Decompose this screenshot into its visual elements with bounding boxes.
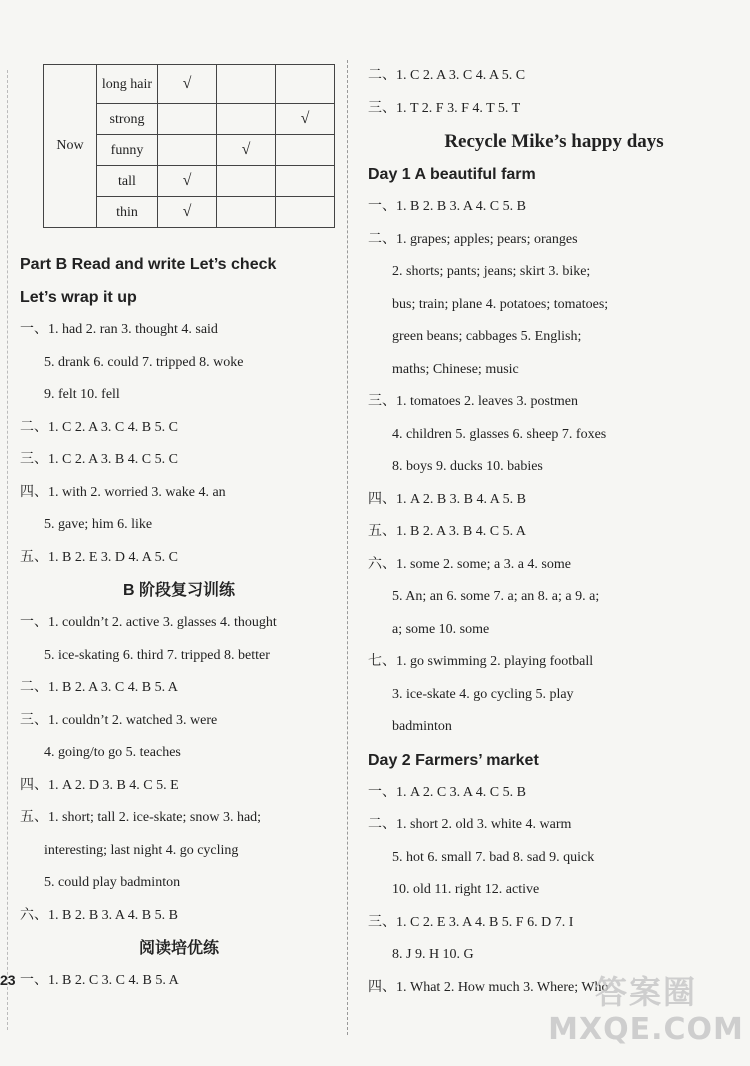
answer-list (368, 60, 740, 125)
check-cell (276, 65, 335, 104)
question-number: 六、 (20, 907, 48, 923)
answer-text: 1. A 2. C 3. A 4. C 5. B (396, 784, 526, 800)
answer-text: 1. short 2. old 3. white 4. warm (396, 817, 572, 832)
answer-text: 5. hot 6. small 7. bad 8. sad 9. quick (392, 849, 595, 865)
answer-text: 5. could play badminton (44, 875, 181, 890)
question-number: 一、 (20, 973, 48, 988)
question-number: 五、 (20, 549, 48, 565)
section-heading: Part B Read and write Let’s check (20, 256, 277, 273)
answer-line (368, 581, 740, 614)
answer-text: 4. children 5. glasses 6. sheep 7. foxes (392, 426, 607, 442)
answer-line (368, 224, 740, 257)
row-label-now: Now (44, 65, 97, 228)
question-number: 四、 (368, 979, 396, 995)
check-cell (217, 166, 276, 197)
question-number: 一、 (368, 784, 396, 800)
answer-text: 5. gave; him 6. like (44, 517, 153, 532)
answer-line (20, 379, 338, 412)
answer-line (368, 321, 740, 354)
answer-list (20, 607, 338, 932)
site-watermark (548, 972, 744, 1052)
answer-line (20, 542, 338, 575)
answer-line (368, 679, 740, 712)
question-number: 六、 (368, 556, 396, 572)
check-cell (158, 104, 217, 135)
answer-line (368, 614, 740, 647)
answer-line (20, 900, 338, 933)
adjective-cell: long hair (97, 65, 158, 104)
answer-line (368, 354, 740, 387)
answer-text: 1. T 2. F 3. F 4. T 5. T (396, 100, 521, 116)
answer-text: badminton (392, 719, 452, 734)
answer-line (368, 256, 740, 289)
answer-line (20, 965, 338, 998)
answer-line (20, 509, 338, 542)
answer-text: green beans; cabbages 5. English; (392, 329, 582, 344)
answer-list (20, 314, 338, 574)
adjective-cell: strong (97, 104, 158, 135)
question-number: 四、 (368, 491, 396, 507)
answer-text: 8. boys 9. ducks 10. babies (392, 459, 543, 474)
question-number: 一、 (20, 322, 48, 337)
checkmark: √ (182, 172, 192, 189)
question-number: 三、 (20, 712, 48, 728)
question-number: 三、 (368, 394, 396, 409)
answer-text: bus; train; plane 4. potatoes; tomatoes; (392, 296, 609, 312)
day2-heading: Day 2 Farmers’ market (368, 751, 539, 769)
checkmark: √ (182, 75, 192, 92)
answer-line (20, 412, 338, 445)
answer-line (368, 191, 740, 224)
answer-line (20, 737, 338, 770)
question-number: 七、 (368, 654, 396, 669)
answer-line (368, 451, 740, 484)
answer-text: 1. B 2. A 3. B 4. C 5. A (396, 524, 526, 539)
answer-text: 5. drank 6. could 7. tripped 8. woke (44, 354, 244, 370)
answer-line (20, 705, 338, 738)
day1-heading: Day 1 A beautiful farm (368, 166, 536, 183)
answer-text: 2. shorts; pants; jeans; skirt 3. bike; (392, 264, 591, 279)
check-cell (158, 197, 217, 228)
adjective-cell: funny (97, 135, 158, 166)
answer-line (368, 711, 740, 744)
answer-text: 1. B 2. B 3. A 4. C 5. B (396, 199, 526, 214)
answer-line (368, 60, 740, 93)
answer-text: maths; Chinese; music (392, 361, 519, 377)
question-number: 二、 (20, 680, 48, 695)
check-cell (158, 166, 217, 197)
checkmark: √ (241, 141, 251, 158)
question-number: 二、 (368, 231, 396, 247)
question-number: 五、 (368, 524, 396, 539)
answer-text: 10. old 11. right 12. active (392, 882, 540, 897)
answer-text: 1. go swimming 2. playing football (396, 654, 594, 669)
answer-line (20, 477, 338, 510)
answer-list (368, 191, 740, 744)
section-heading-review: B 阶段复习训练 (122, 582, 235, 599)
question-number: 二、 (20, 419, 48, 435)
check-cell (217, 197, 276, 228)
checkmark: √ (182, 203, 192, 220)
answer-text: interesting; last night 4. go cycling (44, 842, 239, 858)
answer-text: 1. couldn’t 2. watched 3. were (48, 712, 218, 728)
section-heading-reading: 阅读培优练 (138, 940, 219, 957)
answer-text: 1. C 2. E 3. A 4. B 5. F 6. D 7. I (396, 914, 574, 930)
answer-line (368, 646, 740, 679)
question-number: 一、 (368, 199, 396, 214)
question-number: 四、 (20, 777, 48, 793)
column-divider (347, 60, 348, 1035)
page-number: 23 (0, 972, 16, 988)
left-margin-line (7, 70, 8, 1030)
answer-text: 1. couldn’t 2. active 3. glasses 4. thought (48, 615, 277, 630)
watermark-logo-text: 答案圈 (594, 973, 697, 1011)
answer-line (20, 640, 338, 673)
answer-line (20, 835, 338, 868)
section-subheading: Let’s wrap it up (20, 289, 137, 306)
answer-line (20, 802, 338, 835)
right-column (368, 60, 740, 1004)
answer-text: 1. grapes; apples; pears; oranges (396, 231, 578, 247)
table-row (44, 65, 335, 104)
check-cell (217, 135, 276, 166)
check-cell (276, 197, 335, 228)
left-column (20, 248, 338, 998)
check-cell (217, 104, 276, 135)
answer-text: 1. with 2. worried 3. wake 4. an (48, 484, 226, 500)
check-cell (276, 135, 335, 166)
question-number: 三、 (368, 914, 396, 930)
now-status-table (43, 64, 335, 228)
check-cell (276, 104, 335, 135)
answer-line (20, 314, 338, 347)
answer-text: 5. ice-skating 6. third 7. tripped 8. better (44, 647, 270, 663)
question-number: 四、 (20, 484, 48, 500)
checkmark: √ (300, 110, 310, 127)
answer-text: 1. A 2. D 3. B 4. C 5. E (48, 777, 179, 793)
answer-line (368, 289, 740, 322)
question-number: 二、 (368, 817, 396, 832)
answer-line (20, 867, 338, 900)
answer-line (20, 347, 338, 380)
answer-text: 1. B 2. C 3. C 4. B 5. A (48, 973, 179, 988)
answer-line (368, 939, 740, 972)
answer-text: a; some 10. some (392, 621, 490, 637)
watermark-url: MXQE.COM (548, 1012, 744, 1047)
answer-text: 1. short; tall 2. ice-skate; snow 3. had; (48, 810, 262, 825)
adjective-cell: tall (97, 166, 158, 197)
check-cell (276, 166, 335, 197)
answer-text: 1. What 2. How much 3. Where; Who (396, 979, 609, 995)
answer-line (368, 874, 740, 907)
question-number: 五、 (20, 810, 48, 825)
answer-line (20, 672, 338, 705)
answer-text: 1. B 2. E 3. D 4. A 5. C (48, 549, 178, 565)
answer-text: 1. tomatoes 2. leaves 3. postmen (396, 394, 578, 409)
answer-line (368, 484, 740, 517)
answer-line (20, 770, 338, 803)
adjective-cell: thin (97, 197, 158, 228)
check-cell (158, 135, 217, 166)
question-number: 一、 (20, 615, 48, 630)
answer-line (368, 777, 740, 810)
answer-line (368, 907, 740, 940)
answer-line (20, 444, 338, 477)
question-number: 三、 (20, 452, 48, 467)
answer-text: 1. some 2. some; a 3. a 4. some (396, 556, 571, 572)
check-cell (158, 65, 217, 104)
answer-text: 4. going/to go 5. teaches (44, 745, 181, 760)
answer-text: 1. B 2. A 3. C 4. B 5. A (48, 680, 178, 695)
answer-line (368, 516, 740, 549)
answer-text: 1. had 2. ran 3. thought 4. said (48, 322, 218, 337)
question-number: 三、 (368, 100, 396, 116)
answer-text: 5. An; an 6. some 7. a; an 8. a; a 9. a; (392, 589, 600, 604)
answer-line (368, 386, 740, 419)
recycle-heading: Recycle Mike’s happy days (444, 131, 664, 152)
answer-text: 1. C 2. A 3. C 4. A 5. C (396, 68, 526, 83)
answer-text: 8. J 9. H 10. G (392, 947, 474, 962)
answer-text: 1. A 2. B 3. B 4. A 5. B (396, 491, 526, 507)
answer-line (368, 93, 740, 126)
answer-text: 9. felt 10. fell (44, 387, 120, 402)
answer-line (368, 809, 740, 842)
answer-line (368, 549, 740, 582)
answer-list (20, 965, 338, 998)
answer-line (20, 607, 338, 640)
answer-text: 1. C 2. A 3. C 4. B 5. C (48, 419, 178, 435)
answer-text: 1. C 2. A 3. B 4. C 5. C (48, 452, 178, 467)
answer-line (368, 419, 740, 452)
check-cell (217, 65, 276, 104)
answer-text: 3. ice-skate 4. go cycling 5. play (392, 686, 574, 702)
answer-text: 1. B 2. B 3. A 4. B 5. B (48, 907, 178, 923)
answer-line (368, 842, 740, 875)
question-number: 二、 (368, 68, 396, 83)
answer-list (368, 777, 740, 1005)
